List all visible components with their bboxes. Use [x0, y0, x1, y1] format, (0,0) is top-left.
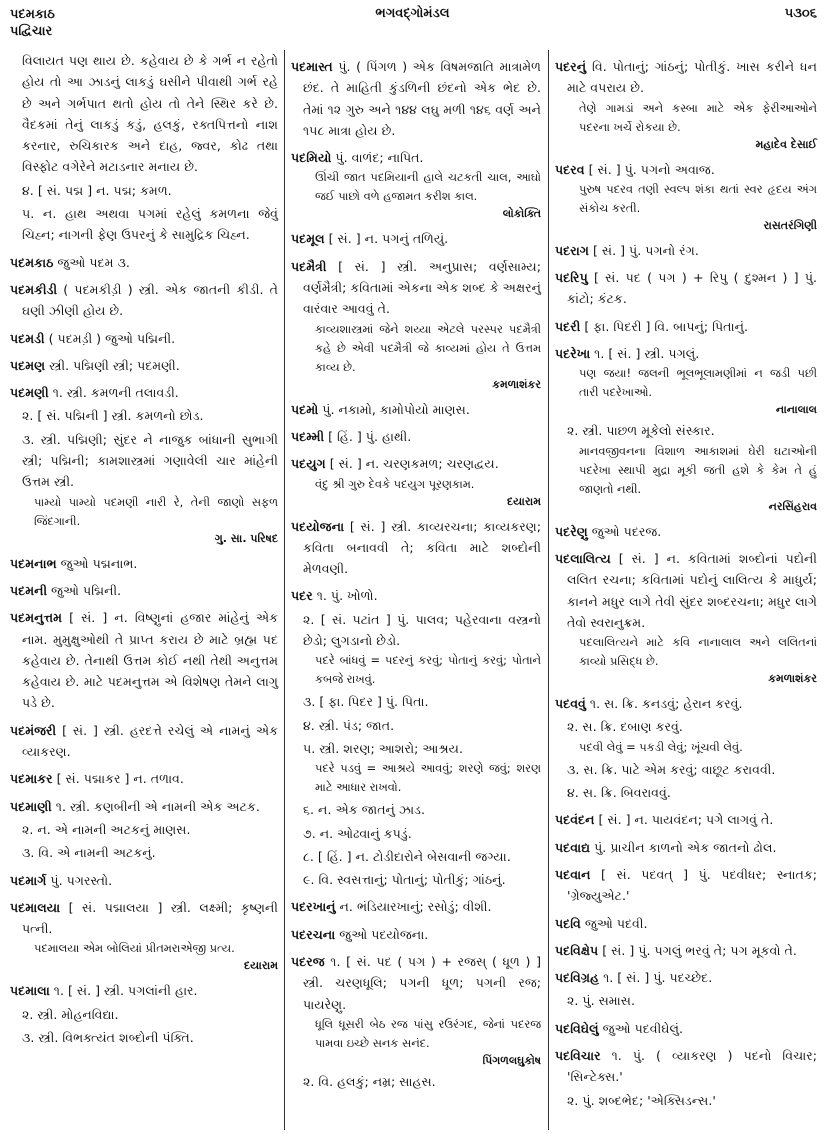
- definition-text: [ સં. પદ્માલયા ] સ્ત્રી. લક્ષ્મી; કૃષ્ણની પત્ની.: [22, 899, 278, 937]
- dictionary-entry: [10, 382, 278, 403]
- definition-text: ૧. [ સં. ] સ્ત્રી. પગલાંની હાર.: [49, 983, 198, 999]
- definition-text: કમળાશંકર: [492, 377, 541, 391]
- headword: પદવિઘેલું: [555, 1020, 599, 1036]
- usage-quote: [291, 320, 541, 377]
- dictionary-title: ભગવદ્ગોમંડલ: [375, 6, 450, 21]
- usage-quote: [291, 168, 541, 206]
- dictionary-entry: [555, 1045, 817, 1088]
- definition-text: પું. વાળંદ; નાપિત.: [331, 150, 424, 166]
- entry-sense: [10, 842, 278, 863]
- definition-text: મહાદેવ દેસાઈ: [755, 137, 817, 151]
- entry-sense: [291, 799, 541, 820]
- headword: પદવિગ્રહ: [555, 970, 600, 986]
- definition-text: ગુ. સા. પરિષદ: [214, 531, 278, 545]
- dictionary-entry: [291, 453, 541, 474]
- definition-text: પું. પ્રાચીન કાળનો એક જાતનો ઢોલ.: [590, 839, 777, 855]
- entry-sense: [10, 429, 278, 493]
- dictionary-entry: [291, 585, 541, 606]
- entry-sense: [291, 869, 541, 890]
- quote-attribution: [555, 671, 817, 687]
- dictionary-entry: [555, 809, 817, 830]
- usage-quote: [10, 939, 278, 958]
- entry-sense: [291, 691, 541, 712]
- headword: પદમાર્ગ: [10, 872, 47, 888]
- headword: પદમની: [10, 582, 48, 598]
- definition-text: દયારામ: [243, 959, 278, 973]
- definition-text: પણ જયા! જલની ભૂલભૂલામણીમાં ન જડી પછી તારી પદરેખાઓ.: [579, 366, 817, 400]
- definition-text: સ્ત્રી. પદ્મિણી સ્ત્રી; પદમણી.: [45, 357, 180, 373]
- headword: પદમકીડી: [10, 281, 58, 297]
- definition-text: [ ફા. પિદરી ] વિ. બાપનું; પિતાનું.: [580, 318, 748, 334]
- definition-text: [ સં. ] પું. પગનો અવાજ.: [584, 161, 715, 177]
- column-2: [291, 50, 541, 1092]
- headword: પદમડી: [10, 330, 45, 346]
- definition-text: ૨. વિ. હલકું; નમ્ર; સાહસ.: [303, 1073, 436, 1089]
- definition-text: ૨. સ્ત્રી. પાછળ મૂકેલો સંસ્કાર.: [567, 423, 715, 439]
- dictionary-entry: [10, 553, 278, 574]
- definition-text: કાવ્યશાસ્ત્રમાં જેને શય્યા એટલે પરસ્પર પદમૈત્રી કહે છે એવી પદમૈત્રી જે કાવ્યમાં હોય તે ઉત્તમ કાવ્ય છે.: [315, 321, 541, 374]
- headword: પદવિક્ષેપ: [555, 942, 599, 958]
- definition-text: પુરુષ પદરવ તણી સ્વલ્પ શંકા થતાં સ્વર હૃદય અંગ સંકોચ કરતી.: [579, 181, 817, 215]
- dictionary-entry: [10, 580, 278, 601]
- definition-text: ૨. ન. એ નામની અટકનું માણસ.: [22, 821, 191, 837]
- column-divider: [284, 50, 285, 1130]
- definition-text: માનવજીવનના વિશાળ આકાશમાં ઘેરી ઘટાઓની પદરેખા સ્થાપી મુદ્રા મૂકી જતી હશે કે કેમ તે હું જાણતો નથી.: [579, 443, 817, 496]
- definition-text: ૪. સ્ત્રી. પંડ; જાત.: [303, 717, 395, 733]
- definition-text: ૩. સ્ત્રી. વિભક્ત્યંત શબ્દોની પંક્તિ.: [22, 1029, 194, 1045]
- definition-text: ૧. પું. ખોળો.: [312, 588, 378, 604]
- definition-text: ૩. સ. ક્રિ. પાટે એમ કરવું; વાછૂટ કરાવવી.: [567, 761, 776, 777]
- dictionary-entry: [555, 693, 817, 714]
- quote-attribution: [555, 499, 817, 515]
- definition-text: ૧. [ સં. પદ ( પગ ) + રજસ્ ( ધૂળ ) ] સ્ત્રી. ચરણધૂલિ; પગની ધૂળ; પગની રજ; પાયરેણુ.: [303, 954, 541, 1012]
- definition-text: [ સં. ] સ્ત્રી. હરદત્તે રચેલું એ નામનું એક વ્યાકરણ.: [22, 722, 278, 760]
- dictionary-entry: [10, 870, 278, 891]
- column-3: [555, 50, 817, 1111]
- definition-text: [ હિં. ] પું. હાથી.: [324, 428, 412, 444]
- headword: પદવિ: [555, 915, 581, 931]
- definition-text: જુઓ પદમ ૩.: [53, 254, 130, 270]
- dictionary-entry: [555, 316, 817, 337]
- dictionary-entry: [291, 951, 541, 1015]
- dictionary-entry: [555, 1018, 817, 1039]
- definition-text: ન. ભંડિયારખાનું; રસોડું; વીશી.: [335, 899, 492, 915]
- definition-text: ૨. પું. સમાસ.: [567, 993, 635, 1009]
- definition-text: ૧. [ સં. ] પું. પદચ્છેદ.: [599, 970, 713, 986]
- headword: પદમનુત્તમ: [10, 610, 62, 626]
- definition-text: [ સં. ] સ્ત્રી. કાવ્યરચના; કાવ્યકરણ; કવિતા બનાવવી તે; કવિતા માટે શબ્દોની મેળવણી.: [303, 518, 541, 577]
- dictionary-entry: [10, 720, 278, 763]
- entry-sense: [10, 819, 278, 840]
- definition-text: પું. પગરસ્તો.: [46, 872, 113, 888]
- headword: પદમાલા: [10, 983, 50, 999]
- last-entry-guide: પદ્વિચાર: [10, 24, 53, 39]
- dictionary-entry: [555, 159, 817, 180]
- dictionary-entry: [291, 147, 541, 168]
- definition-text: જુઓ પદયોજના.: [335, 926, 429, 942]
- headword: પદમનાભ: [10, 555, 57, 571]
- definition-text: ૧. પું. ( વ્યાકરણ ) પદનો વિચાર; 'સિન્ટેક્સ.': [567, 1048, 817, 1085]
- quote-attribution: [10, 958, 278, 974]
- headword: પદમાસ્ત: [291, 59, 333, 74]
- dictionary-entry: [555, 267, 817, 310]
- quote-attribution: [555, 218, 817, 234]
- column-1: [10, 50, 278, 1048]
- usage-quote: [555, 364, 817, 402]
- definition-text: ૩. [ ફા. પિદર ] પું. પિતા.: [303, 694, 429, 710]
- dictionary-entry: [291, 56, 541, 141]
- quote-attribution: [291, 377, 541, 393]
- definition-text: જુઓ પદવીઘેલું.: [598, 1020, 684, 1036]
- usage-quote: [291, 1015, 541, 1053]
- quote-attribution: [10, 531, 278, 547]
- definition-text: ( પદમકીડ઼ી ) સ્ત્રી. એક જાતની કીડી. તે ઘણી ઝીણી હોય છે.: [22, 281, 278, 319]
- definition-text: ૧. સ. ક્રિ. કનડવું; હેરાન કરવું.: [585, 696, 743, 712]
- definition-text: ૮. [ હિં. ] ન. ટોડીદારોને બેસવાની જગ્યા.: [303, 848, 511, 864]
- entry-continuation: [10, 50, 278, 178]
- definition-text: [ સં. પદ્માકર ] ન. તળાવ.: [52, 771, 184, 787]
- entry-sense: [291, 738, 541, 759]
- dictionary-entry: [291, 924, 541, 945]
- headword: પદરી: [555, 318, 581, 334]
- definition-text: ઊંચી જાત પદમિયાની હાલે ચટકતી ચાલ, આઘો જઈ પાછો વળે હજામત કરીશ કાલ.: [315, 170, 541, 204]
- definition-text: ૫. સ્ત્રી. શરણ; આશરો; આશ્રય.: [303, 740, 463, 756]
- definition-text: વંદુ શ્રી ગુરુ દેવકે પદયુગ પૂરણકામ.: [315, 476, 475, 491]
- definition-text: લોકોક્તિ: [502, 207, 541, 221]
- dictionary-entry: [10, 768, 278, 789]
- definition-text: પદરે બાંધવું = પદરનું કરવું; પોતાનું કરવું; પોતાને કબજે રાખવું.: [315, 653, 541, 687]
- usage-quote: [10, 493, 278, 531]
- entry-sense: [291, 609, 541, 652]
- definition-text: ૨. [ સં. પટાંત ] પું. પાલવ; પહેરવાના વસ્ત્રનો છેડો; લુગડાનો છેડો.: [303, 611, 541, 649]
- headword: પદરનું: [555, 59, 587, 74]
- quote-attribution: [291, 206, 541, 222]
- dictionary-entry: [555, 548, 817, 633]
- dictionary-entry: [10, 355, 278, 376]
- definition-text: ( પદમડ઼ી ) જુઓ પદ્મિની.: [44, 330, 176, 346]
- headword: પદલાલિત્ય: [555, 550, 611, 566]
- usage-quote: [555, 633, 817, 671]
- headword: પદરજ: [291, 954, 325, 970]
- headword: પદમકાઠ: [10, 254, 54, 270]
- definition-text: પું. ( પિંગળ ) એક વિષમજાતિ માત્રામેળ છંદ. તે માહિતી કુંડળિની છંદનો એક ભેદ છે. તેમાં ૧૨ ગુરુ અને ૧૪૪ લઘુ મળી ૧૪૬ વર્ણ અને ૧૫૮ માત્રા હોય છે.: [303, 59, 541, 138]
- entry-sense: [291, 1071, 541, 1092]
- entry-sense: [555, 990, 817, 1011]
- headword: પદવાદ્ય: [555, 839, 591, 855]
- definition-text: [ સં. ] ન. પાયવંદન; પગે લાગવું તે.: [594, 812, 774, 828]
- entry-sense: [291, 846, 541, 867]
- definition-text: પદમાલયા એમ બોલિયાં પ્રીતમરાએજી પ્રત્ય.: [34, 941, 235, 956]
- usage-quote: [291, 475, 541, 494]
- dictionary-entry: [555, 913, 817, 934]
- definition-text: ધૂલિ ધૂસરી બેઠ રજ પાંસુ રઉરંગદ, જેનાં પદરજ પામવા ઇચ્છે સનક સનંદ.: [315, 1016, 541, 1050]
- dictionary-entry: [291, 896, 541, 917]
- dictionary-entry: [555, 837, 817, 858]
- headword: પદર: [291, 588, 313, 604]
- quote-attribution: [291, 494, 541, 510]
- dictionary-entry: [291, 516, 541, 580]
- headword: પદરેખા: [555, 346, 591, 362]
- entry-sense: [555, 759, 817, 780]
- dictionary-entry: [555, 521, 817, 542]
- headword: પદયુગ: [291, 456, 326, 472]
- definition-text: ૭. ન. ઓઢવાનું કપડું.: [303, 825, 412, 841]
- definition-text: ૧. [ સં. ] સ્ત્રી. પગલું.: [590, 346, 700, 362]
- definition-text: [ સં. પદવત્ ] પું. પદવીધર; સ્નાતક; 'ગ્રેજ્યુએટ.': [567, 866, 817, 904]
- headword: પદરખાનું: [291, 899, 336, 915]
- dictionary-entry: [555, 56, 817, 99]
- entry-sense: [10, 1027, 278, 1048]
- headword: પદવિચાર: [555, 1048, 601, 1064]
- definition-text: જુઓ પદ્મિની.: [47, 582, 122, 598]
- usage-quote: [291, 651, 541, 689]
- usage-quote: [555, 738, 817, 757]
- dictionary-entry: [10, 328, 278, 349]
- definition-text: પામ્યો પામ્યો પદમણી નારી રે, તેની જાણો સફળ જિંદગાની.: [34, 494, 278, 528]
- dictionary-entry: [555, 864, 817, 907]
- first-entry-guide: પદમકાઠ: [10, 7, 55, 22]
- entry-sense: [555, 782, 817, 803]
- headword: પદવંદન: [555, 812, 595, 828]
- definition-text: ૨. પું. શબ્દભેદ; 'એક્સિડન્સ.': [567, 1092, 716, 1108]
- definition-text: ૫. ન. હાથ અથવા પગમાં રહેલું કમળના જેવું ચિહ્ન; નાગની ફેણ ઉપરનું કે સામુદ્રિક ચિહ્ન.: [22, 206, 278, 243]
- dictionary-entry: [10, 897, 278, 940]
- definition-text: [ સં. ] ન. પગનું તળિયું.: [324, 231, 449, 247]
- definition-text: ૨. [ સં. પદ્મિની ] સ્ત્રી. કમળનો છોડ.: [22, 408, 204, 424]
- definition-text: [ સં. પદ ( પગ ) + રિપુ ( દુશ્મન ) ] પું. કાંટો; કંટક.: [567, 270, 817, 307]
- headword: પદમૂલ: [291, 231, 325, 247]
- usage-quote: [555, 99, 817, 137]
- headword: પદમિયો: [291, 150, 332, 166]
- definition-text: વિલાયત પણ થાય છે. કહેવાય છે કે ગર્ભ ન રહેતો હોય તો આ ઝાડનું લાકડું ઘસીને પીવાથી ગર્ભ રહે છે અને ગર્ભપાત થતો હોય તો તેને સ્થિર કરે છે. વૈદકમાં તેનું લાકડું કડું, હલકું, રક્તપિત્તનો નાશ કરનાર, રુચિકારક અને દાહ, જ્વર, કોઢ તથા વિસ્ફોટ વગેરેને મટાડનાર મનાય છે.: [22, 53, 278, 175]
- definition-text: ૪. સ. ક્રિ. બિવરાવવું.: [567, 785, 671, 801]
- definition-text: જુઓ પદવી.: [580, 915, 648, 931]
- definition-text: ૨. સ. ક્રિ. દબાણ કરવું.: [567, 719, 683, 735]
- definition-text: પદરે પડવું = આશ્રયે આવવું; શરણે જવું; શરણ માટે આધાર રાખવો.: [315, 761, 541, 795]
- entry-sense: [555, 420, 817, 441]
- entry-sense: [291, 715, 541, 736]
- definition-text: પું. નકામો, કામોપોયો માણસ.: [318, 401, 470, 417]
- usage-quote: [555, 180, 817, 218]
- headword: પદમણી: [10, 385, 49, 401]
- definition-text: ૬. ન. એક જાતનું ઝાડ.: [303, 802, 425, 818]
- headword: પદમાણી: [10, 798, 52, 814]
- entry-sense: [10, 180, 278, 201]
- definition-text: [ સં. ] સ્ત્રી. અનુપ્રાસ; વર્ણસામ્ય; વર્ણમૈત્રી; કવિતામાં એકના એક શબ્દ કે અક્ષરનું વારંવાર આવવું તે.: [303, 258, 541, 317]
- dictionary-entry: [555, 967, 817, 988]
- dictionary-entry: [10, 279, 278, 322]
- definition-text: પદલાલિત્યને માટે કવિ નાનાલાલ અને લલિતનાં કાવ્યો પ્રસિદ્ધ છે.: [579, 635, 817, 669]
- headword: પદરિપુ: [555, 270, 588, 286]
- entry-sense: [555, 1090, 817, 1111]
- definition-text: [ સં. ] ન. વિષ્ણુનાં હજાર માંહેનું એક નામ. મુમુક્ષુઓથી તે પ્રાપ્ત કરાય છે માટે બ્રહ્મ પદ કહેવાય છે. તેનાથી ઉત્તમ કોઈ નથી તેથી અનુત્તમ કહેવાય છે. માટે પદમનુત્તમ એ વિશેષણ તેમને લાગુ પડે છે.: [22, 610, 278, 711]
- dictionary-entry: [555, 940, 817, 961]
- quote-attribution: [291, 1053, 541, 1069]
- headword: પદરેણુ: [555, 523, 588, 539]
- quote-attribution: [555, 137, 817, 153]
- definition-text: ૩. સ્ત્રી. પદ્મિણી; સુંદર ને નાજુક બાંધાની સુભાગી સ્ત્રી; પદ્મિની; કામશાસ્ત્રમાં ગણાવેલી ચાર માંહેની ઉત્તમ સ્ત્રી.: [22, 431, 278, 490]
- definition-text: ૧. સ્ત્રી. કમળની તલાવડી.: [48, 385, 179, 401]
- definition-text: તેણે ગામડાં અને કસ્બા માટે એક ફેરીઆઓને પદરના ખર્ચે રોકયા છે.: [579, 100, 817, 134]
- entry-sense: [10, 203, 278, 246]
- entry-sense: [291, 823, 541, 844]
- entry-sense: [10, 1004, 278, 1025]
- dictionary-entry: [10, 796, 278, 817]
- headword: પદમો: [291, 401, 319, 417]
- headword: પદયોજના: [291, 518, 345, 534]
- definition-text: કમળાશંકર: [768, 672, 817, 686]
- entry-sense: [10, 405, 278, 426]
- dictionary-entry: [555, 240, 817, 261]
- definition-text: પદવી લેવું = પકડી લેવું; ખૂંચવી લેવું.: [579, 739, 743, 754]
- definition-text: વિ. પોતાનું; ગાંઠનું; પોતીકું. ખાસ કરીને ધન માટે વપરાય છે.: [567, 59, 817, 96]
- headword: પદમૈત્રી: [291, 258, 327, 274]
- headword: પદમાકર: [10, 771, 53, 787]
- definition-text: જુઓ પદરજ.: [587, 523, 662, 539]
- definition-text: દયારામ: [506, 494, 541, 508]
- headword: પદવાન: [555, 866, 591, 882]
- quote-attribution: [555, 402, 817, 418]
- definition-text: નાનાલાલ: [775, 403, 817, 417]
- definition-text: ૨. સ્ત્રી. મોહનવિદ્યા.: [22, 1006, 119, 1022]
- definition-text: [ સં. ] પું. પગલું ભરવું તે; પગ મૂકવો તે.: [598, 942, 797, 958]
- definition-text: ૯. વિ. સ્વસત્તાનું; પોતાનું; પોતીકું; ગાંઠનું.: [303, 872, 506, 888]
- usage-quote: [291, 759, 541, 797]
- headword: પદમ્મી: [291, 428, 325, 444]
- definition-text: ૧. સ્ત્રી. કણબીની એ નામની એક અટક.: [51, 798, 260, 814]
- definition-text: [ સં. ] ન. ચરણકમળ; ચરણદ્વય.: [325, 456, 499, 472]
- dictionary-entry: [10, 252, 278, 273]
- dictionary-entry: [10, 607, 278, 713]
- headword: પદરાગ: [555, 242, 590, 258]
- dictionary-entry: [555, 343, 817, 364]
- definition-text: ૪. [ સં. પદ્મ ] ન. પદ્મ; કમળ.: [22, 182, 172, 198]
- definition-text: ૩. વિ. એ નામની અટકનું.: [22, 845, 156, 861]
- page-number: ૫૩૦૬: [784, 6, 817, 21]
- headword: પદવવું: [555, 696, 586, 712]
- dictionary-entry: [291, 256, 541, 320]
- definition-text: પિંગળલઘુકોષ: [482, 1053, 541, 1067]
- definition-text: જુઓ પદ્મનાભ.: [56, 555, 138, 571]
- entry-sense: [555, 716, 817, 737]
- definition-text: [ સં. ] પું. પગનો રંગ.: [589, 242, 699, 258]
- dictionary-entry: [291, 399, 541, 420]
- dictionary-entry: [10, 980, 278, 1001]
- usage-quote: [555, 442, 817, 499]
- dictionary-entry: [291, 228, 541, 249]
- headword: પદરવ: [555, 161, 585, 177]
- dictionary-entry: [291, 426, 541, 447]
- definition-text: [ સં. ] ન. કવિતામાં શબ્દોનાં પદોની લલિત રચના; કવિતામાં પદોનું લાલિત્ય કે માધુર્ય; કાનને મધુર લાગે તેવી સુંદર શબ્દરચના; મધુર લાગે તેવો સ્વરાનુક્રમ.: [567, 550, 817, 630]
- definition-text: નરસિંહરાવ: [768, 499, 817, 513]
- headword: પદમણ: [10, 357, 46, 373]
- headword: પદમાલયા: [10, 899, 61, 915]
- headword: પદમંજરી: [10, 722, 57, 738]
- headword: પદરચના: [291, 926, 336, 942]
- definition-text: રાસતરંગિણી: [763, 218, 817, 232]
- column-divider: [548, 50, 549, 1130]
